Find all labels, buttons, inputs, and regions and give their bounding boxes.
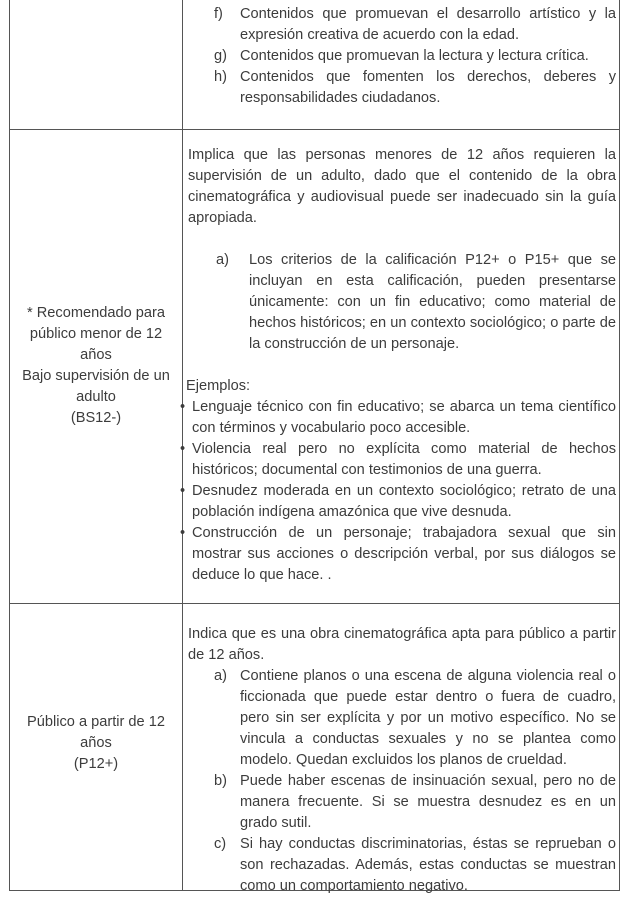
example-text: Construcción de un personaje; trabajadora sexual que sin mostrar sus acciones o descripción verbal, por sus diálogos se deduce lo que hace. . [192, 525, 616, 583]
label-line: (P12+) [73, 756, 119, 772]
list-marker: f) [214, 6, 223, 22]
row2-intro: Implica que las personas menores de 12 años requieren la supervisión de un adulto, dado que el contenido de la obra cinematográfica y audiovisual puede ser inadecuado sin la guía apropiada. [188, 147, 616, 226]
row-divider-2 [9, 603, 620, 604]
example-text: Lenguaje técnico con fin educativo; se abarca un tema científico con términos y vocabulario poco accesible. [192, 399, 616, 436]
list-item-text: Contenidos que fomenten los derechos, deberes y responsabilidades ciudadanos. [240, 69, 616, 106]
example-text: Violencia real pero no explícita como material de hechos históricos; documental con testimonios de una guerra. [192, 441, 616, 478]
list-item-c [188, 834, 616, 897]
example-item [178, 523, 616, 586]
list-item-text: Puede haber escenas de insinuación sexual, pero no de manera frecuente. Si se muestra desnudez es en un grado sutil. [240, 773, 616, 831]
list-item-text: Si hay conductas discriminatorias, éstas se reprueban o son rechazadas. Además, estas conductas se muestran como un comportamiento negativo. [240, 836, 616, 894]
label-line: Público a partir de 12 [27, 714, 165, 730]
list-item-text: Contenidos que promuevan el desarrollo artístico y la expresión creativa de acuerdo con la edad. [240, 6, 616, 43]
list-item-g [188, 46, 616, 67]
list-item-b [188, 771, 616, 834]
label-line: Bajo supervisión de un [22, 368, 170, 384]
list-item-text: Los criterios de la calificación P12+ o P15+ que se incluyan en esta calificación, pueden presentarse únicamente: con un fin educativo; como material de hechos históricos; en un contexto sociológico; o parte de la construcción de un personaje. [249, 252, 616, 352]
examples-heading: Ejemplos: [186, 378, 251, 394]
example-item [178, 439, 616, 481]
label-line: (BS12-) [70, 410, 122, 426]
list-marker: h) [214, 69, 227, 85]
list-item-a [188, 666, 616, 771]
bullet-icon: • [180, 483, 186, 499]
list-marker: g) [214, 48, 227, 64]
label-line: años [80, 347, 112, 363]
label-line: público menor de 12 [29, 326, 163, 342]
list-marker: b) [214, 773, 227, 789]
list-item-text: Contiene planos o una escena de alguna violencia real o ficcionada que puede estar dentro o fuera de cuadro, pero sin ser explícita y por un motivo específico. No se vincula a conductas sexuales y no se plantea como modelo. Quedan excluidos los planos de crueldad. [240, 668, 616, 768]
row2-label [10, 303, 182, 429]
list-marker: a) [214, 668, 227, 684]
examples-list [178, 397, 616, 586]
list-item-a [188, 250, 616, 355]
example-text: Desnudez moderada en un contexto sociológico; retrato de una población indígena amazónica que vive desnuda. [192, 483, 616, 520]
row-divider-1 [9, 129, 620, 130]
row3-content [188, 624, 616, 897]
row3-intro: Indica que es una obra cinematográfica apta para público a partir de 12 años. [188, 626, 616, 663]
bullet-icon: • [180, 399, 186, 415]
bullet-icon: • [180, 525, 186, 541]
list-marker: c) [214, 836, 227, 852]
example-item [178, 397, 616, 439]
bullet-icon: • [180, 441, 186, 457]
example-item [178, 481, 616, 523]
list-item-h [188, 67, 616, 109]
label-line: * Recomendado para [27, 305, 165, 321]
list-item-text: Contenidos que promuevan la lectura y lectura crítica. [240, 48, 589, 64]
row1-content [188, 4, 616, 109]
row3-label [10, 712, 182, 775]
row2-content [180, 145, 616, 586]
list-item-f [188, 4, 616, 46]
table-border-right [619, 0, 620, 891]
list-marker: a) [216, 252, 229, 268]
label-line: adulto [76, 389, 116, 405]
label-line: años [80, 735, 112, 751]
